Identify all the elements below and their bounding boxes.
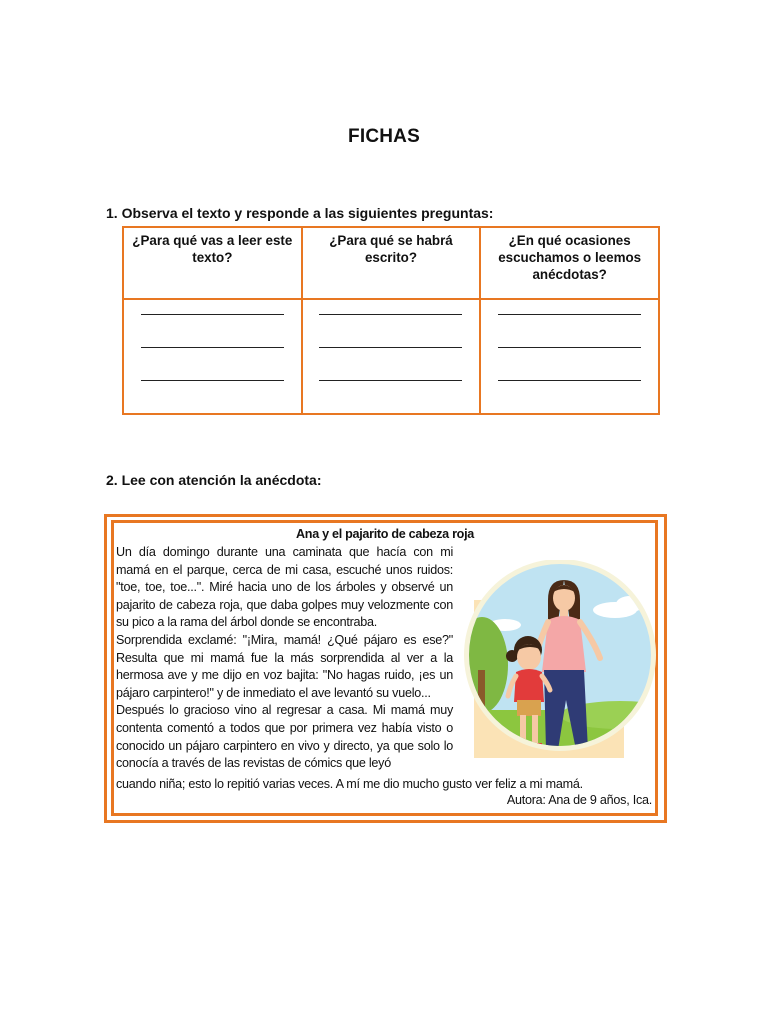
answer-cell-2[interactable] xyxy=(302,299,481,414)
question-3-text: ¿En qué ocasiones escuchamos o leemos anécdotas? xyxy=(498,233,642,282)
answer-line[interactable] xyxy=(141,314,284,315)
answer-line[interactable] xyxy=(319,314,462,315)
story-title: Ana y el pajarito de cabeza roja xyxy=(296,527,474,541)
mother-daughter-illustration xyxy=(460,560,660,760)
answer-line[interactable] xyxy=(141,347,284,348)
answer-line[interactable] xyxy=(498,314,641,315)
questions-table xyxy=(122,226,660,415)
answer-line[interactable] xyxy=(498,380,641,381)
answer-line[interactable] xyxy=(498,347,641,348)
question-1-text: ¿Para qué vas a leer este texto? xyxy=(132,233,293,265)
question-1-heading: 1. Observa el texto y responde a las siguientes preguntas: xyxy=(106,205,494,221)
story-paragraph: Después lo gracioso vino al regresar a casa. Mi mamá muy contenta comentó a todos que por primera vez había visto o conocido un pájaro carpintero en vivo y directo, ya que solo lo conocía a través de las revistas de cómics que leyó xyxy=(116,703,453,771)
answer-cell-1[interactable] xyxy=(123,299,302,414)
question-cell-1 xyxy=(123,227,302,299)
answer-line[interactable] xyxy=(319,380,462,381)
question-2-heading: 2. Lee con atención la anécdota: xyxy=(106,472,322,488)
question-2-text: ¿Para qué se habrá escrito? xyxy=(329,233,453,265)
story-paragraph: Sorprendida exclamé: "¡Mira, mamá! ¿Qué pájaro es ese?" Resulta que mi mamá fue la más sorprendida al ver a la hermosa ave y me dijo en voz bajita: "No hagas ruido, ¡es un pájaro carpintero!" y de inmediato el ave levantó su vuelo... xyxy=(116,632,453,700)
story-closing-line: cuando niña; esto lo repitió varias veces. A mí me dio mucho gusto ver feliz a mi mamá. xyxy=(116,777,583,791)
story-body xyxy=(116,544,453,773)
page-title: FICHAS xyxy=(348,126,420,147)
answer-line[interactable] xyxy=(319,347,462,348)
story-author: Autora: Ana de 9 años, Ica. xyxy=(506,793,652,807)
answer-line[interactable] xyxy=(141,380,284,381)
story-paragraph: Un día domingo durante una caminata que hacía con mi mamá en el parque, cerca de mi casa, escuché unos ruidos: "toe, toe, toe...". Miré hacia uno de los árboles y observé un pajarito de cabeza roja, que daba golpes muy velozmente con su pico a la rama del árbol donde se encontraba. xyxy=(116,545,453,630)
answer-cell-3[interactable] xyxy=(480,299,659,414)
question-cell-3 xyxy=(480,227,659,299)
question-cell-2 xyxy=(302,227,481,299)
